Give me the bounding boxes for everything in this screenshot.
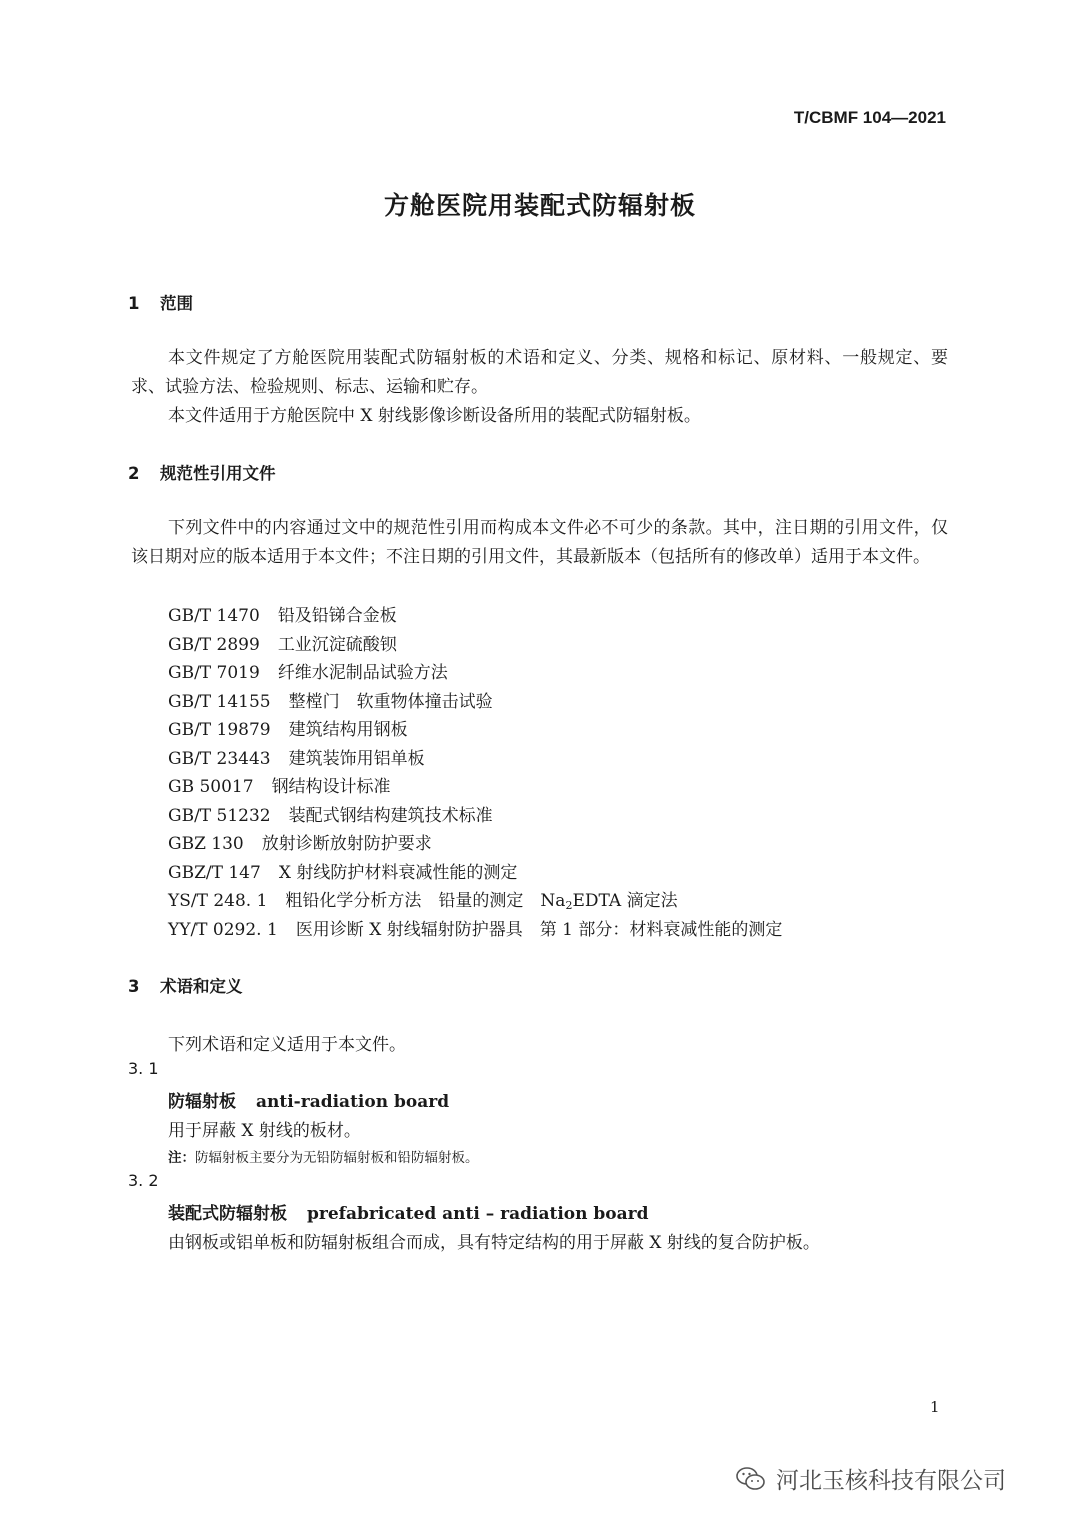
reference-title: 建筑结构用钢板 — [288, 720, 408, 740]
reference-item — [168, 858, 517, 883]
watermark-text: 河北玉核科技有限公司 — [776, 1468, 1006, 1494]
reference-code: GB/T 51232 — [168, 806, 271, 826]
term-heading — [168, 1087, 449, 1112]
reference-title-part: EDTA 滴定法 — [572, 891, 678, 911]
note-text: 防辐射板主要分为无铅防辐射板和铅防辐射板。 — [195, 1150, 479, 1166]
reference-title: 整樘门 软重物体撞击试验 — [288, 692, 493, 712]
section-1-heading — [128, 290, 193, 314]
term-chinese: 防辐射板 — [168, 1092, 236, 1112]
reference-item — [168, 715, 408, 740]
section-1-paragraph-2: 本文件适用于方舱医院中 X 射线影像诊断设备所用的装配式防辐射板。 — [168, 406, 701, 426]
section-number: 3 — [128, 977, 140, 996]
section-2-heading — [128, 460, 276, 484]
page-number: 1 — [930, 1398, 940, 1416]
term-note — [168, 1146, 479, 1166]
reference-title: 钢结构设计标准 — [271, 777, 391, 797]
section-title: 术语和定义 — [160, 977, 243, 996]
reference-item — [168, 772, 391, 797]
reference-item — [168, 801, 493, 826]
reference-code: GB/T 19879 — [168, 720, 271, 740]
document-number: T/CBMF 104—2021 — [793, 108, 946, 127]
reference-code: GB/T 7019 — [168, 663, 260, 683]
reference-item — [168, 630, 397, 655]
term-english: anti-radiation board — [256, 1092, 450, 1112]
term-heading — [168, 1199, 649, 1224]
reference-title-part: 粗铅化学分析方法 铅量的测定 Na — [285, 891, 566, 911]
section-title: 范围 — [160, 294, 193, 313]
note-label: 注： — [168, 1150, 195, 1166]
reference-item — [168, 829, 432, 854]
reference-code: GB/T 23443 — [168, 749, 271, 769]
watermark — [736, 1462, 1006, 1495]
reference-title: 装配式钢结构建筑技术标准 — [288, 806, 493, 826]
document-title: 方舱医院用装配式防辐射板 — [383, 191, 696, 220]
reference-title: 放射诊断放射防护要求 — [261, 834, 432, 854]
reference-code: GBZ/T 147 — [168, 863, 261, 883]
paragraph-text: 下列文件中的内容通过文中的规范性引用而构成本文件必不可少的条款。其中，注日期的引用文件，仅该日期对应的版本适用于本文件；不注日期的引用文件，其最新版本（包括所有的修改单）适用于本文件。 — [131, 518, 948, 567]
term-english: prefabricated anti – radiation board — [307, 1204, 649, 1224]
subscript: 2 — [565, 899, 573, 912]
reference-code: GB/T 14155 — [168, 692, 271, 712]
clause-number: 3. 2 — [128, 1171, 159, 1190]
paragraph-text: 本文件规定了方舱医院用装配式防辐射板的术语和定义、分类、规格和标记、原材料、一般规定、要求、试验方法、检验规则、标志、运输和贮存。 — [131, 348, 948, 397]
reference-title: 建筑装饰用铝单板 — [288, 749, 425, 769]
reference-code: GB 50017 — [168, 777, 254, 797]
reference-item — [168, 601, 397, 626]
clause-number: 3. 1 — [128, 1059, 159, 1078]
reference-item — [168, 886, 678, 912]
wechat-icon — [736, 1466, 766, 1492]
reference-title — [285, 891, 677, 911]
section-3-intro: 下列术语和定义适用于本文件。 — [168, 1035, 406, 1055]
section-number: 2 — [128, 464, 140, 483]
reference-code: GB/T 1470 — [168, 606, 260, 626]
reference-code: GBZ 130 — [168, 834, 244, 854]
reference-title: 纤维水泥制品试验方法 — [277, 663, 448, 683]
reference-title: 医用诊断 X 射线辐射防护器具 第 1 部分：材料衰减性能的测定 — [295, 920, 783, 940]
reference-code: YS/T 248. 1 — [168, 891, 268, 911]
term-definition: 用于屏蔽 X 射线的板材。 — [168, 1121, 361, 1141]
section-number: 1 — [128, 294, 140, 313]
reference-item — [168, 915, 782, 940]
reference-item — [168, 687, 493, 712]
reference-code: GB/T 2899 — [168, 635, 260, 655]
term-chinese: 装配式防辐射板 — [168, 1204, 287, 1224]
term-definition: 由钢板或铝单板和防辐射板组合而成，具有特定结构的用于屏蔽 X 射线的复合防护板。 — [168, 1233, 820, 1253]
reference-title: X 射线防护材料衰减性能的测定 — [278, 863, 518, 883]
section-title: 规范性引用文件 — [160, 464, 276, 483]
section-1-paragraph-1 — [131, 344, 948, 401]
reference-title: 铅及铅锑合金板 — [277, 606, 397, 626]
reference-title: 工业沉淀硫酸钡 — [277, 635, 397, 655]
section-2-intro — [131, 514, 948, 571]
reference-code: YY/T 0292. 1 — [168, 920, 278, 940]
section-3-heading — [128, 973, 243, 997]
reference-item — [168, 658, 448, 683]
reference-item — [168, 744, 425, 769]
